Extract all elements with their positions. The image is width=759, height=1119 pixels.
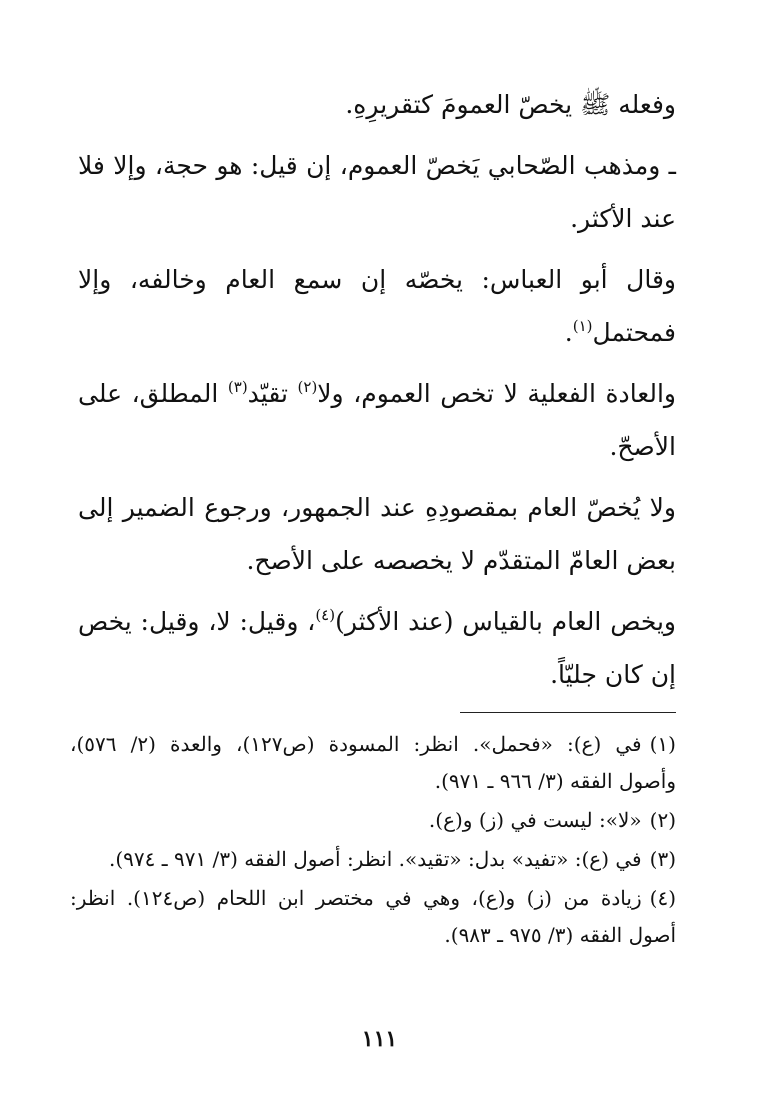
paragraph-3 [78,253,676,359]
paragraph-4-mid: تقيّد [247,379,298,408]
paragraph-4-post: المطلق، على الأصحّ. [78,379,676,461]
paragraph-6-post: ، وقيل: لا، وقيل: يخص إن كان جليّاً. [78,607,676,689]
paragraph-5-text: ولا يُخصّ العام بمقصودِهِ عند الجمهور، ورجوع الضمير إلى بعض العامّ المتقدّم لا يخصصه على الأصح. [78,493,676,575]
footnote-ref-3: (٣) [227,378,248,396]
footnote-4 [70,880,676,954]
footnote-3-text: في (ع): «تفيد» بدل: «تقيد». انظر: أصول الفقه (٣/ ٩٧١ ـ ٩٧٤). [108,847,642,871]
paragraph-2-text: ـ ومذهب الصّحابي يَخصّ العموم، إن قيل: هو حجة، وإلا فلا عند الأكثر. [78,151,676,233]
footnote-2-number: (٢) [649,808,676,832]
footnote-3 [70,841,676,878]
footnote-separator [460,712,676,713]
paragraph-1-text: وفعله ﷺ يخصّ العمومَ كتقريرِهِ. [345,90,676,119]
footnote-2 [70,802,676,839]
paragraph-4 [78,367,676,473]
footnotes [70,726,676,956]
paragraph-5 [78,481,676,587]
footnote-2-text: «لا»: ليست في (ز) و(ع). [428,808,642,832]
footnote-3-number: (٣) [649,847,676,871]
paragraph-3-text: وقال أبو العباس: يخصّه إن سمع العام وخالفه، وإلا فمحتمل [78,265,676,347]
footnote-ref-4: (٤) [315,606,336,624]
main-text [78,78,676,709]
footnote-1 [70,726,676,800]
footnote-1-text: في (ع): «فحمل». انظر: المسودة (ص١٢٧)، والعدة (٢/ ٥٧٦)، وأصول الفقه (٣/ ٩٦٦ ـ ٩٧١). [70,732,676,793]
footnote-ref-1: (١) [572,317,593,335]
footnote-ref-2: (٢) [297,378,318,396]
footnote-4-text: زيادة من (ز) و(ع)، وهي في مختصر ابن اللحام (ص١٢٤). انظر: أصول الفقه (٣/ ٩٧٥ ـ ٩٨٣). [70,886,676,947]
paragraph-6-pre: ويخص العام بالقياس (عند الأكثر) [335,607,676,636]
paragraph-6 [78,595,676,701]
paragraph-1 [78,78,676,131]
footnote-1-number: (١) [649,732,676,756]
paragraph-2 [78,139,676,245]
paragraph-3-tail: . [564,318,573,347]
page-number: ١١١ [361,1026,398,1052]
paragraph-4-pre: والعادة الفعلية لا تخص العموم، ولا [317,379,677,408]
footnote-4-number: (٤) [649,886,677,910]
